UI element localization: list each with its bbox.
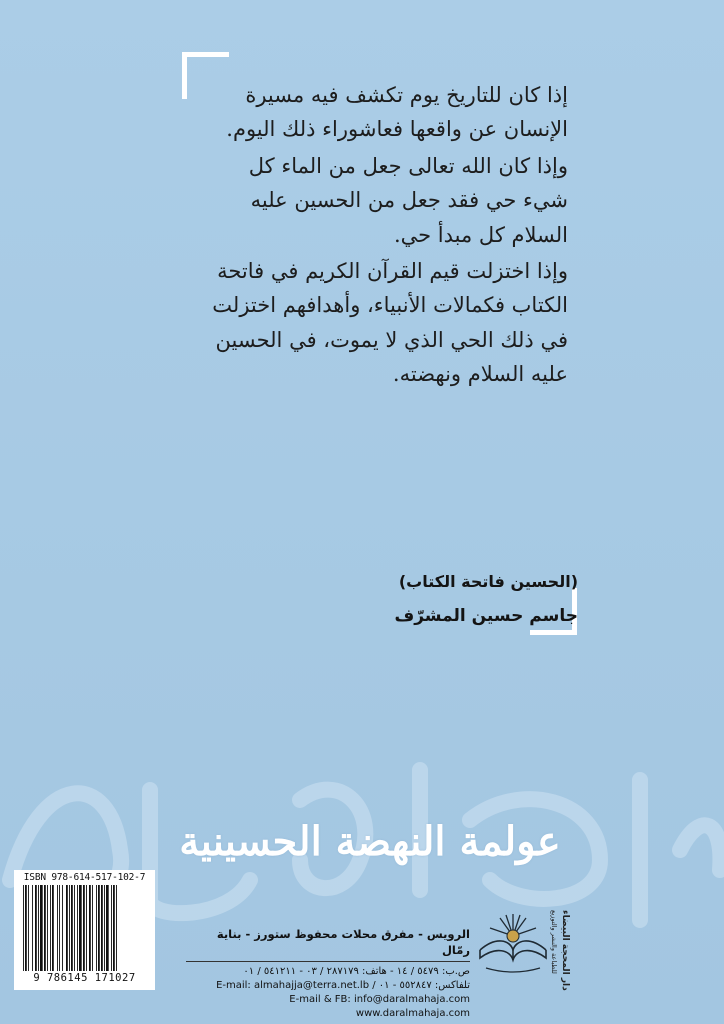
series-title: عولمة النهضة الحسينية bbox=[179, 818, 561, 865]
publisher-email-fb: E-mail & FB: info@daralmahaja.com bbox=[289, 994, 470, 1005]
publisher-subtitle: للطباعة والنشر والتوزيع bbox=[550, 910, 558, 974]
publisher-phones: ص.ب: ٥٤٧٩ / ١٤ - هاتف: ٢٨٧١٧٩ / ٠٣ - ٥٤١٢١١ / ٠١ bbox=[243, 966, 470, 977]
quote-paragraph-1: إذا كان للتاريخ يوم تكشف فيه مسيرة الإنسان عن واقعها فعاشوراء ذلك اليوم. bbox=[226, 83, 568, 142]
publisher-website: www.daralmahaja.com bbox=[355, 1008, 470, 1019]
publisher-logo-name bbox=[548, 906, 576, 991]
quote-block bbox=[200, 78, 568, 392]
isbn-label: ISBN 978-614-517-102-7 bbox=[23, 872, 146, 883]
quote-paragraph-3: وإذا اختزلت قيم القرآن الكريم في فاتحة الكتاب فكمالات الأنبياء، وأهدافهم اختزلت في ذلك الحي الذي لا يموت، في الحسين عليه السلام ونهضته. bbox=[212, 259, 568, 387]
barcode-bars bbox=[22, 885, 148, 971]
publisher-address: الرويس - مفرق محلات محفوظ ستورز - بناية رمّال bbox=[216, 927, 470, 957]
quote-source-title: (الحسين فاتحة الكتاب) bbox=[398, 572, 578, 591]
barcode-panel bbox=[14, 870, 155, 990]
address-divider bbox=[186, 961, 470, 962]
publisher-logo-icon bbox=[472, 906, 554, 980]
quote-paragraph-2: وإذا كان الله تعالى جعل من الماء كل شيء حي فقد جعل من الحسين عليه السلام كل مبدأ حي. bbox=[248, 153, 568, 247]
isbn-digits: 9 786145 171027 bbox=[33, 972, 136, 984]
publisher-contact bbox=[186, 926, 470, 1021]
publisher-fax-email: تلفاكس: ٥٥٢٨٤٧ - ٠١ / E-mail: almahajja@terra.net.lb bbox=[216, 980, 470, 991]
publisher-name: دار المحجة البيضاء bbox=[560, 910, 570, 991]
quote-author: جاسم حسين المشرّف bbox=[394, 606, 578, 626]
